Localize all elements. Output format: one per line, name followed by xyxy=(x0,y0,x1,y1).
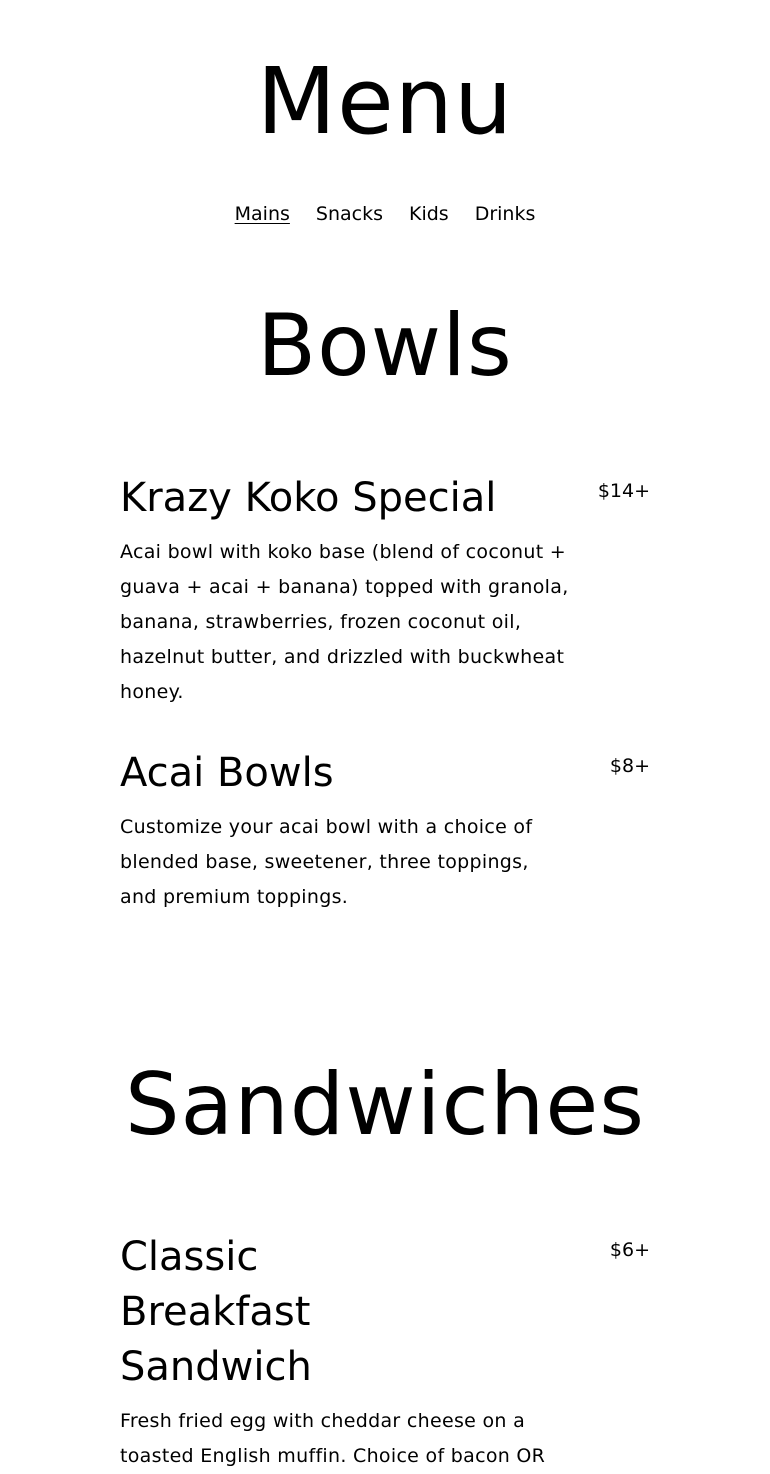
menu-item-name: Krazy Koko Special xyxy=(120,475,497,521)
menu-item-price: $6+ xyxy=(609,1239,650,1261)
nav-tab-mains[interactable]: Mains xyxy=(234,203,290,225)
nav-tab-drinks[interactable]: Drinks xyxy=(474,203,536,225)
menu-item-price: $8+ xyxy=(609,755,650,777)
menu-item-description: Acai bowl with koko base (blend of coconut + guava + acai + banana) topped with granola, banana, strawberries, frozen coconut oil, hazelnut butter, and drizzled with buckwheat honey. xyxy=(120,541,569,703)
menu-category-nav xyxy=(0,201,770,227)
menu-item-krazy-koko-special xyxy=(120,471,650,710)
section-title-bowls: Bowls xyxy=(257,296,513,396)
menu-item-classic-breakfast-sandwich xyxy=(120,1230,650,1474)
menu-item-description: Customize your acai bowl with a choice of blended base, sweetener, three toppings, and premium toppings. xyxy=(120,816,533,908)
menu-item-name: Acai Bowls xyxy=(120,750,334,796)
nav-tab-snacks[interactable]: Snacks xyxy=(315,203,383,225)
section-title-sandwiches: Sandwiches xyxy=(124,1055,646,1155)
menu-item-acai-bowls xyxy=(120,746,650,915)
nav-tab-kids[interactable]: Kids xyxy=(408,203,449,225)
menu-item-description: Fresh fried egg with cheddar cheese on a toasted English muffin. Choice of bacon OR xyxy=(120,1410,546,1467)
menu-item-price: $14+ xyxy=(597,480,650,502)
menu-item-name: Classic Breakfast Sandwich xyxy=(120,1234,312,1390)
page-title: Menu xyxy=(256,48,514,155)
